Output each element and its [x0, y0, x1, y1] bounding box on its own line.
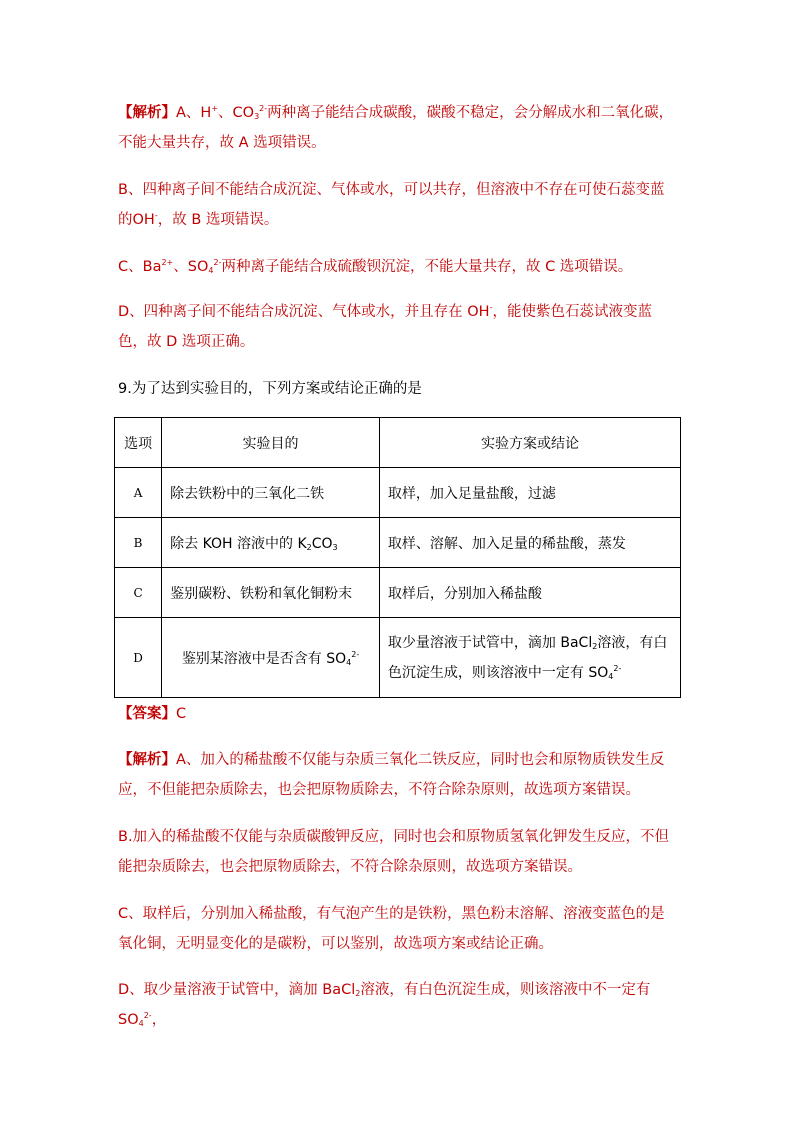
analysis8-a: 【解析】A、H+、$CO_3^{2-}$两种离子能结合成碳酸，碳酸不稳定，会分解成水和二氧化碳，不能大量共存，故 A 选项错误。	[118, 104, 674, 151]
table-row	[115, 568, 681, 618]
answer9	[118, 699, 678, 729]
row-plan: 取样，加入足量盐酸，过滤	[379, 468, 680, 518]
row-plan: 取少量溶液于试管中，滴加 BaCl$_2$溶液，有白色沉淀生成，则该溶液中一定有 $SO_4^{2-}$	[379, 618, 680, 698]
header-purpose: 实验目的	[162, 418, 380, 468]
row-purpose: 除去铁粉中的三氧化二铁	[162, 468, 380, 518]
header-option: 选项	[115, 418, 162, 468]
row-option: C	[115, 568, 162, 618]
table-row	[115, 618, 681, 698]
question9-table	[114, 417, 681, 698]
header-plan: 实验方案或结论	[379, 418, 680, 468]
row-purpose: 鉴别某溶液中是否含有 $SO_4^{2-}$	[162, 618, 380, 698]
row-option: B	[115, 518, 162, 568]
analysis9-d: D、取少量溶液于试管中，滴加 BaCl$_2$溶液，有白色沉淀生成，则该溶液中不一定有 $SO_4^{2-}$，	[118, 982, 651, 1028]
table-row	[115, 468, 681, 518]
analysis-label: 【解析】	[118, 105, 176, 121]
row-plan: 取样、溶解、加入足量的稀盐酸，蒸发	[379, 518, 680, 568]
table-row	[115, 518, 681, 568]
analysis9-c: C、取样后，分别加入稀盐酸，有气泡产生的是铁粉，黑色粉末溶解、溶液变蓝色的是氧化铜，无明显变化的是碳粉，可以鉴别，故选项方案或结论正确。	[118, 906, 665, 952]
analysis8-b: B、四种离子间不能结合成沉淀、气体或水，可以共存，但溶液中不存在可使石蕊变蓝的OH-，故 B 选项错误。	[118, 182, 665, 228]
table-header-row	[115, 418, 681, 468]
analysis9-a: 【解析】A、加入的稀盐酸不仅能与杂质三氧化二铁反应，同时也会和原物质铁发生反应，不但能把杂质除去，也会把原物质除去，不符合除杂原则，故选项方案错误。	[118, 752, 665, 798]
row-plan: 取样后，分别加入稀盐酸	[379, 568, 680, 618]
answer-value: C	[176, 706, 187, 722]
analysis-label: 【解析】	[118, 752, 176, 768]
row-purpose: 除去 KOH 溶液中的 $K_2CO_3$	[162, 518, 380, 568]
answer-label: 【答案】	[118, 706, 176, 722]
row-option: D	[115, 618, 162, 698]
row-purpose: 鉴别碳粉、铁粉和氧化铜粉末	[162, 568, 380, 618]
analysis8-c: C、$Ba^{2+}$、$SO_4^{2-}$两种离子能结合成硫酸钡沉淀，不能大量共存，故 C 选项错误。	[118, 258, 633, 275]
question9-stem: 9.为了达到实验目的，下列方案或结论正确的是	[118, 381, 422, 397]
row-option: A	[115, 468, 162, 518]
analysis8-d: D、四种离子间不能结合成沉淀、气体或水，并且存在 OH-，能使紫色石蕊试液变蓝色，故 D 选项正确。	[118, 303, 652, 350]
analysis9-b: B.加入的稀盐酸不仅能与杂质碳酸钾反应，同时也会和原物质氢氧化钾发生反应，不但能把杂质除去，也会把原物质除去，不符合除杂原则，故选项方案错误。	[118, 829, 670, 875]
